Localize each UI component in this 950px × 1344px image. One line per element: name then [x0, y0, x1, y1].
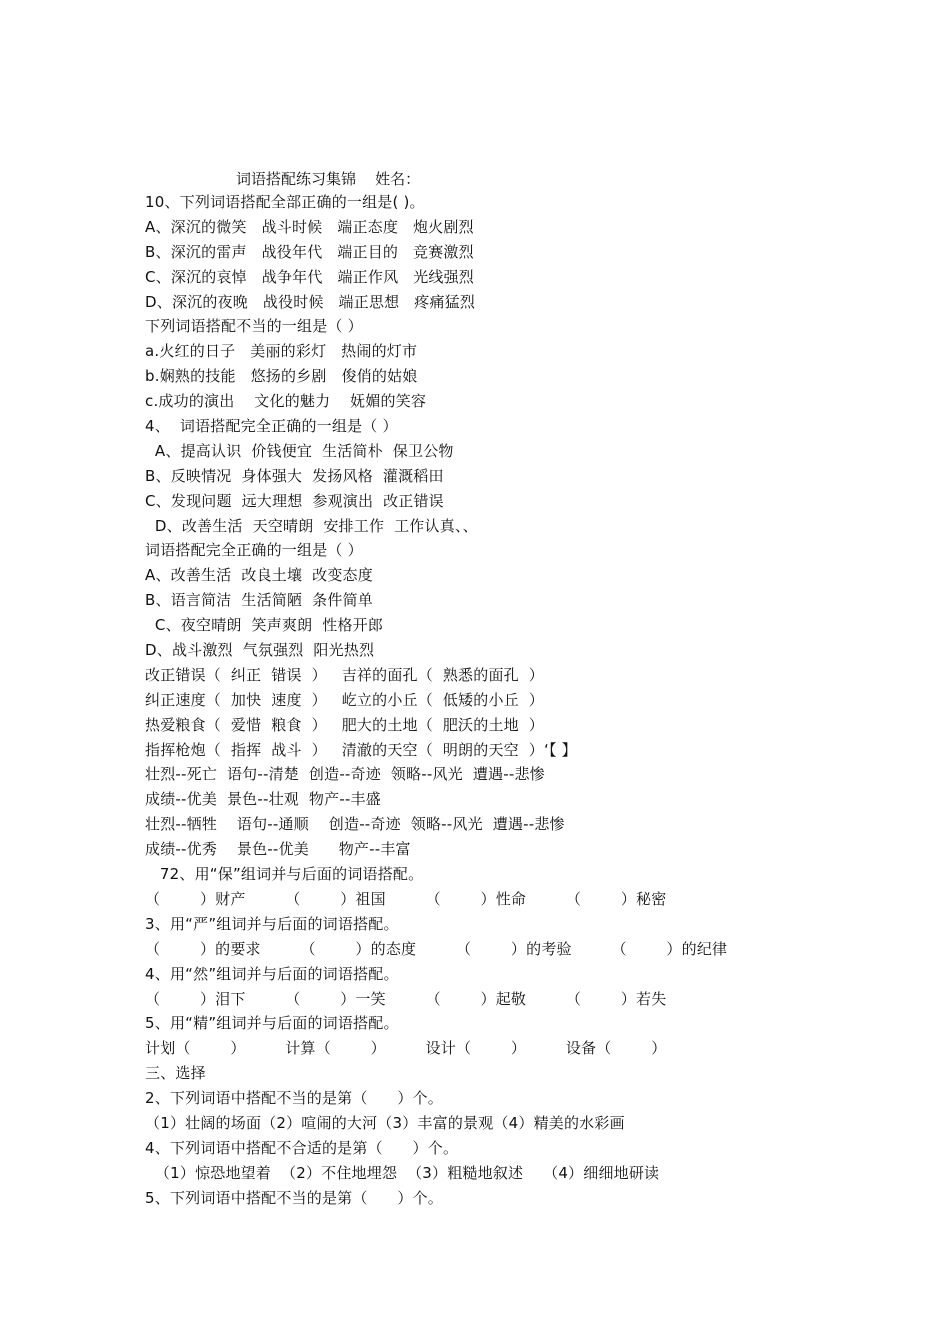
- text-line: C、发现问题 远大理想 参观演出 改正错误: [145, 491, 444, 510]
- text-line: 4、用“然”组词并与后面的词语搭配。: [145, 964, 399, 983]
- text-line: 3、用“严”组词并与后面的词语搭配。: [145, 914, 399, 933]
- text-line: 2、下列词语中搭配不当的是第（ ）个。: [145, 1089, 443, 1108]
- text-line: 下列词语搭配不当的一组是（ ）: [145, 317, 363, 336]
- text-line: 词语搭配完全正确的一组是（ ）: [145, 541, 363, 560]
- page-title: 词语搭配练习集锦 姓名：: [236, 170, 421, 188]
- text-line: A、提高认识 价钱便宜 生活简朴 保卫公物: [145, 441, 454, 460]
- text-line: a.火红的日子 美丽的彩灯 热闹的灯市: [145, 342, 418, 361]
- text-line: （1）壮阔的场面（2）喧闹的大河（3）丰富的景观（4）精美的水彩画: [145, 1113, 625, 1132]
- text-line: 计划（ ） 计算（ ） 设计（ ） 设备（ ）: [145, 1039, 667, 1058]
- text-line: 5、下列词语中搭配不当的是第（ ）个。: [145, 1188, 443, 1207]
- text-line: A、深沉的微笑 战斗时候 端正态度 炮火剧烈: [145, 217, 474, 236]
- text-line: 指挥枪炮（ 指挥 战斗 ） 清澈的天空（ 明朗的天空 ）‘【 】: [145, 740, 577, 759]
- text-line: C、夜空晴朗 笑声爽朗 性格开郎: [145, 616, 384, 635]
- text-line: 成绩--优美 景色--壮观 物产--丰盛: [145, 790, 381, 809]
- text-line: （ ）的要求 （ ）的态度 （ ）的考验 （ ）的纪律: [145, 939, 728, 958]
- text-line: D、改善生活 天空晴朗 安排工作 工作认真、、: [145, 516, 478, 535]
- text-line: （ ）财产 （ ）祖国 （ ）性命 （ ）秘密: [145, 889, 667, 908]
- text-line: 10、下列词语搭配全部正确的一组是( )。: [145, 193, 425, 211]
- text-line: c.成功的演出 文化的魅力 妩媚的笑容: [145, 392, 427, 411]
- text-line: 改正错误（ 纠正 错误 ） 吉祥的面孔（ 熟悉的面孔 ）: [145, 665, 544, 684]
- text-line: C、深沉的哀悼 战争年代 端正作风 光线强烈: [145, 267, 474, 286]
- text-line: 5、用“精”组词并与后面的词语搭配。: [145, 1014, 399, 1033]
- text-line: D、战斗激烈 气氛强烈 阳光热烈: [145, 641, 375, 660]
- document-body: [145, 190, 905, 1211]
- text-line: B、深沉的雷声 战役年代 端正目的 竞赛激烈: [145, 242, 474, 261]
- text-line: 纠正速度（ 加快 速度 ） 屹立的小丘（ 低矮的小丘 ）: [145, 690, 544, 709]
- text-line: b.娴熟的技能 悠扬的乡剧 俊俏的姑娘: [145, 367, 418, 386]
- text-line: B、反映情况 身体强大 发扬风格 灌溉稻田: [145, 466, 444, 485]
- text-line: 成绩--优秀 景色--优美 物产--丰富: [145, 840, 411, 859]
- text-line: A、改善生活 改良土壤 改变态度: [145, 566, 373, 585]
- text-line: B、语言简洁 生活简陋 条件简单: [145, 591, 373, 610]
- text-line: （1）惊恐地望着 （2）不住地埋怨 （3）粗糙地叙述 （4）细细地研读: [145, 1163, 660, 1182]
- text-line: D、深沉的夜晚 战役时候 端正思想 疼痛猛烈: [145, 292, 476, 311]
- text-line: 4、下列词语中搭配不合适的是第（ ）个。: [145, 1138, 459, 1157]
- text-line: 壮烈--死亡 语句--清楚 创造--奇迹 领略--风光 遭遇--悲惨: [145, 765, 545, 784]
- text-line: 4、 词语搭配完全正确的一组是（ ）: [145, 417, 398, 436]
- text-line: 壮烈--牺牲 语句--通顺 创造--奇迹 领略--风光 遭遇--悲惨: [145, 815, 565, 834]
- text-line: （ ）泪下 （ ）一笑 （ ）起敬 （ ）若失: [145, 989, 667, 1008]
- text-line: 三、选择: [145, 1064, 206, 1083]
- text-line: 72、用“保”组词并与后面的词语搭配。: [145, 865, 424, 884]
- text-line: 热爱粮食（ 爱惜 粮食 ） 肥大的土地（ 肥沃的土地 ）: [145, 715, 544, 734]
